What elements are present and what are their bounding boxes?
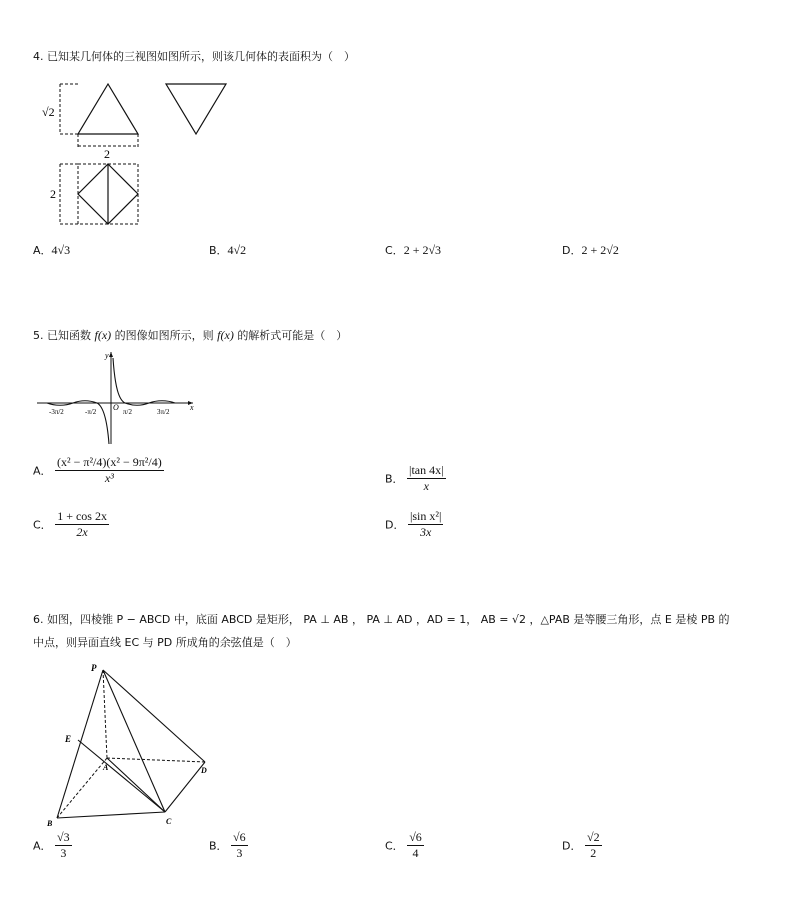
q6-option-b[interactable]: B． $\frac{√6}{3}$ (209, 830, 246, 860)
q4-option-b[interactable]: B．4√2 (209, 243, 247, 257)
origin-label: O (113, 403, 119, 412)
q4-stem: 4. 已知某几何体的三视图如图所示，则该几何体的表面积为（ ） (33, 50, 355, 63)
fx-symbol: f(x) (94, 328, 112, 342)
label-d: D (201, 766, 207, 775)
x-axis-label: x (190, 403, 194, 412)
fx-symbol-2: f(x) (217, 328, 234, 342)
q6-pyramid-figure (45, 660, 220, 830)
side-view-triangle (166, 84, 226, 134)
q4-option-d[interactable]: D．2 + 2√2 (562, 243, 619, 257)
q6-option-a[interactable]: A． $\frac{√3}{3}$ (33, 830, 70, 860)
q5-function-graph (33, 348, 203, 448)
q6-stem-line2: 中点，则异面直线 EC 与 PD 所成角的余弦值是（ ） (33, 636, 297, 649)
q5-option-c[interactable]: C． $\frac{1 + \cos 2x}{2x}$ (33, 509, 107, 539)
q6-stem-line1: 6. 如图，四棱锥 P − ABCD 中，底面 ABCD 是矩形， PA ⊥ AB ， PA ⊥ AD ，AD = 1， AB = √2 ，△PAB 是等腰三角形，点 E 是棱 PB 的 (33, 613, 730, 626)
q6-option-c[interactable]: C． $\frac{√6}{4}$ (385, 830, 422, 860)
tick-pi-2: π/2 (123, 408, 132, 416)
q5-option-b[interactable]: B． $\frac{|\tan 4x|}{x}$ (385, 463, 444, 493)
q5-option-d[interactable]: D． $\frac{\text{|sin x²|}}{3x}$ (385, 509, 442, 539)
label-b: B (47, 819, 53, 828)
y-axis-label: y (105, 351, 109, 360)
side-label: 2 (50, 187, 56, 201)
label-p: P (91, 663, 97, 673)
q6-option-d[interactable]: D． $\frac{√2}{2}$ (562, 830, 600, 860)
label-a: A (103, 763, 109, 772)
height-label: √2 (42, 105, 55, 119)
width-label: 2 (104, 147, 110, 161)
curve-right-branch (113, 358, 183, 405)
label-c: C (166, 817, 172, 826)
tick-neg-pi-2: -π/2 (85, 408, 97, 416)
q4-three-view-figure (38, 76, 238, 236)
label-e: E (65, 734, 72, 744)
q4-option-a[interactable]: A．4√3 (33, 243, 71, 257)
tick-neg-3pi-2: -3π/2 (49, 408, 64, 416)
front-view-triangle (78, 84, 138, 134)
q5-option-a[interactable]: A． $\frac{\text{(x² − π²/4)(x² − 9π²/4)}}{\text{x³}}$ (33, 455, 162, 485)
q5-stem: 5. 已知函数 f(x) 的图像如图所示，则 f(x) 的解析式可能是（ ） (33, 328, 348, 342)
q4-option-c[interactable]: C．2 + 2√3 (385, 243, 442, 257)
tick-3pi-2: 3π/2 (157, 408, 170, 416)
